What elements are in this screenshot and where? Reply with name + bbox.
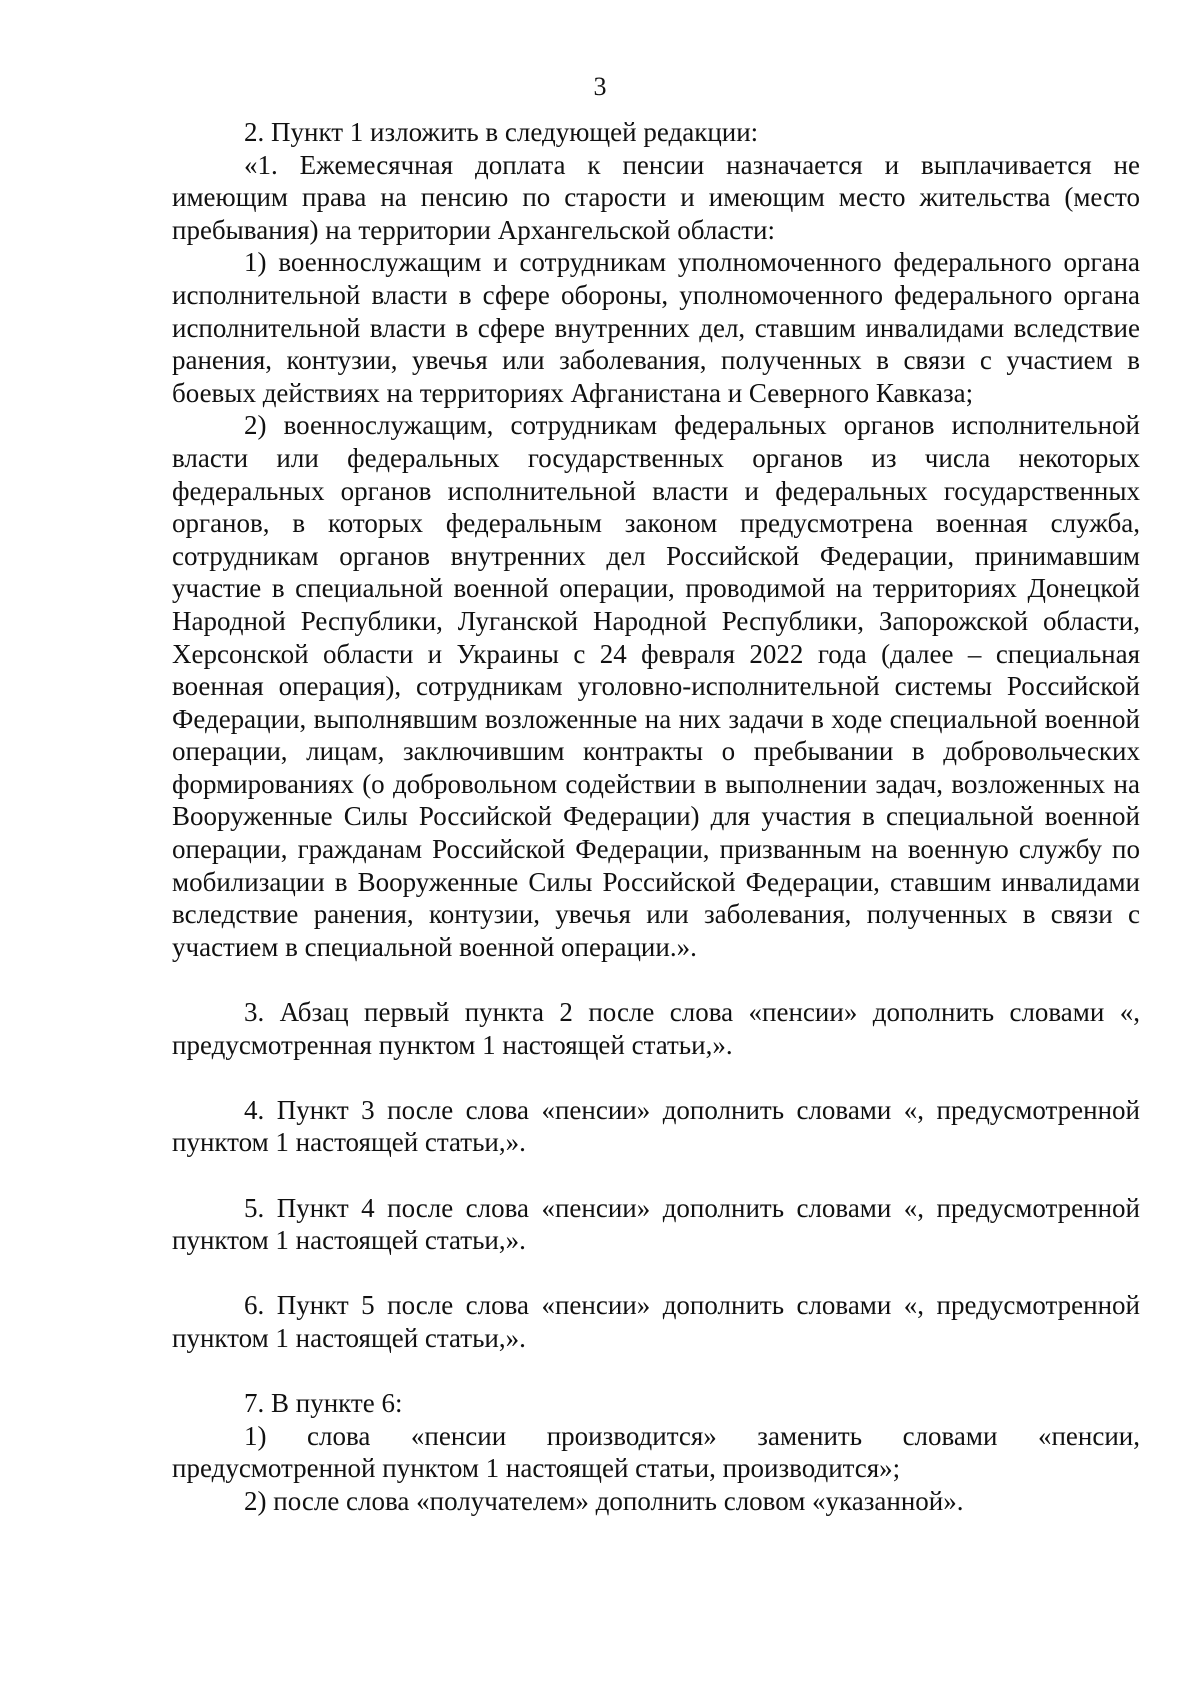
paragraph-subitem-2: 2) военнослужащим, сотрудникам федеральных органов исполнительной власти или федеральных государственных органов из числа некоторых федеральных органов исполнительной власти и федеральных государственных органов, в которых федеральным законом предусмотрена военная служба, сотрудникам органов внутренних дел Российской Федерации, принимавшим участие в специальной военной операции, проводимой на территориях Донецкой Народной Республики, Луганской Народной Республики, Запорожской области, Херсонской области и Украины с 24 февраля 2022 года (далее – специальная военная операция), сотрудникам уголовно-исполнительной системы Российской Федерации, выполнявшим возложенные на них задачи в ходе специальной военной операции, лицам, заключившим контракты о пребывании в добровольческих формированиях (о добровольном содействии в выполнении задач, возложенных на Вооруженные Силы Российской Федерации) для участия в специальной военной операции, гражданам Российской Федерации, призванным на военную службу по мобилизации в Вооруженные Силы Российской Федерации, ставшим инвалидами вследствие ранения, контузии, увечья или заболевания, полученных в связи с участием в специальной военной операции.». [172,410,1140,962]
paragraph-item-2: 2. Пункт 1 изложить в следующей редакции: [244,117,759,147]
page-number: 3 [593,72,607,101]
paragraph-item-6: 6. Пункт 5 после слова «пенсии» дополнить словами «, предусмотренной пунктом 1 настоящей статьи,». [172,1290,1140,1353]
paragraph-item-4: 4. Пункт 3 после слова «пенсии» дополнить словами «, предусмотренной пунктом 1 настоящей статьи,». [172,1094,1140,1158]
paragraph-item-7-subitem-2: 2) после слова «получателем» дополнить словом «указанной». [244,1485,964,1516]
document-body [172,116,1140,1518]
paragraph-item-7: 7. В пункте 6: [244,1388,403,1419]
paragraph-item-3: 3. Абзац первый пункта 2 после слова «пенсии» дополнить словами «, предусмотренная пунктом 1 настоящей статьи,». [172,997,1140,1060]
paragraph-quoted-item-1: «1. Ежемесячная доплата к пенсии назначается и выплачивается не имеющим права на пенсию по старости и имеющим место жительства (место пребывания) на территории Архангельской области: [172,149,1140,245]
paragraph-item-7-subitem-1: 1) слова «пенсии производится» заменить словами «пенсии, предусмотренной пунктом 1 настоящей статьи, производится»; [172,1420,1140,1484]
paragraph-item-5: 5. Пункт 4 после слова «пенсии» дополнить словами «, предусмотренной пунктом 1 настоящей статьи,». [172,1192,1140,1256]
paragraph-subitem-1: 1) военнослужащим и сотрудникам уполномоченного федерального органа исполнительной власти в сфере обороны, уполномоченного федерального органа исполнительной власти в сфере внутренних дел, ставшим инвалидами вследствие ранения, контузии, увечья или заболевания, полученных в связи с участием в боевых действиях на территориях Афганистана и Северного Кавказа; [172,247,1140,408]
